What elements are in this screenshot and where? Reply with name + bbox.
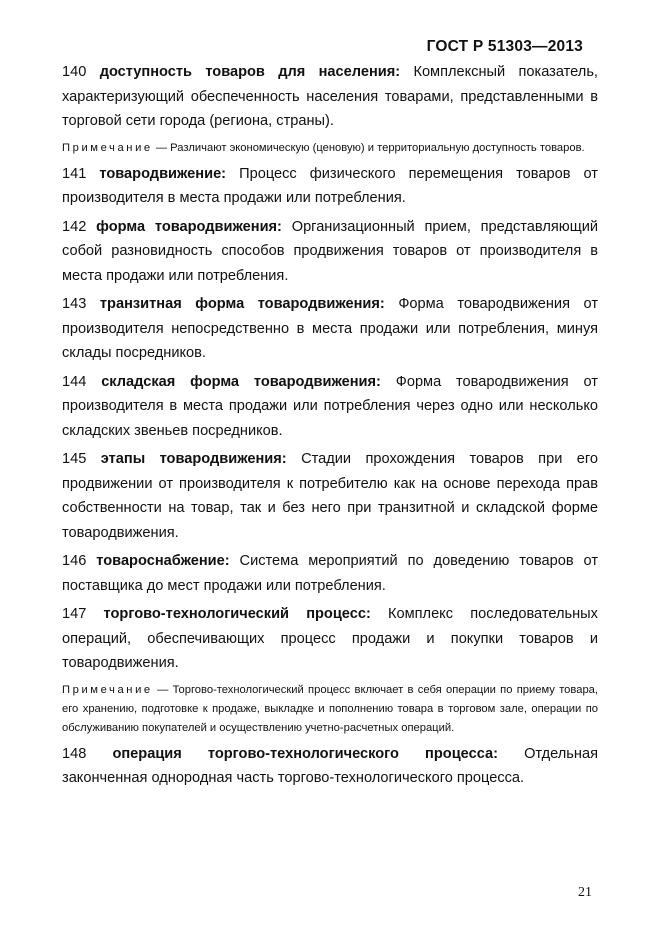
entry-definition: Комплекс последовательных операций, обеспечивающих процесс продажи и покупки товаров и товародвижения. bbox=[62, 606, 598, 671]
term-entry-142 bbox=[62, 215, 598, 289]
standard-header: ГОСТ Р 51303—2013 bbox=[426, 38, 583, 55]
entry-definition: Стадии прохождения товаров при его продвижении от производителя к потребителю как на основе перехода прав собственности на товар, так и без него при транзитной и складской форме товародвижения. bbox=[62, 451, 598, 541]
document-body bbox=[62, 60, 598, 791]
term-entry-145 bbox=[62, 447, 598, 545]
entry-number: 146 bbox=[62, 553, 87, 569]
term-entry-147 bbox=[62, 602, 598, 676]
entry-number: 144 bbox=[62, 373, 87, 390]
term-entry-146 bbox=[62, 549, 598, 598]
entry-term: операция торгово-технологического процесса: bbox=[112, 745, 498, 762]
note-label: Примечание bbox=[62, 141, 153, 154]
entry-number: 147 bbox=[62, 606, 87, 622]
entry-definition: Организационный прием, представляющий собой разновидность способов продвижения товаров от производителя в места продажи или потребления. bbox=[62, 218, 599, 284]
term-entry-144 bbox=[62, 370, 598, 444]
entry-number: 145 bbox=[62, 451, 87, 467]
entry-definition: Отдельная законченная однородная часть торгово-технологического процесса. bbox=[62, 745, 598, 786]
entry-number: 142 bbox=[62, 218, 87, 235]
term-entry-141 bbox=[62, 162, 598, 211]
entry-term: этапы товародвижения: bbox=[100, 451, 287, 467]
note-text: — Торгово-технологический процесс включает в себя операции по приему товара, его хранению, подготовке к продаже, выкладке и пополнению товара в торговом зале, операции по обслуживанию покупателей и осуществлению учетно-расчетных операций. bbox=[62, 683, 598, 734]
entry-number: 148 bbox=[62, 745, 87, 762]
entry-definition: Форма товародвижения от производителя непосредственно в места продажи или потребления, минуя склады посредников. bbox=[62, 296, 599, 361]
entry-term: товародвижение: bbox=[99, 165, 227, 182]
note-text: — Различают экономическую (ценовую) и территориальную доступность товаров. bbox=[155, 141, 585, 154]
entry-term: складская форма товародвижения: bbox=[101, 373, 381, 390]
term-entry-148 bbox=[62, 742, 598, 791]
note-label: Примечание bbox=[62, 683, 153, 696]
note-147 bbox=[62, 681, 598, 738]
note-140 bbox=[62, 139, 598, 158]
entry-term: товароснабжение: bbox=[96, 553, 230, 569]
entry-definition: Процесс физического перемещения товаров от производителя в места продажи или потребления. bbox=[62, 165, 598, 206]
entry-definition: Комплексный показатель, характеризующий обеспеченность населения товарами, представленными в торговой сети города (региона, страны). bbox=[62, 64, 598, 129]
entry-term: торгово-технологический процесс: bbox=[103, 606, 371, 622]
page-number: 21 bbox=[578, 885, 592, 900]
term-entry-143 bbox=[62, 292, 598, 366]
entry-number: 140 bbox=[62, 64, 87, 80]
entry-number: 143 bbox=[62, 296, 87, 312]
term-entry-140 bbox=[62, 60, 598, 134]
entry-term: транзитная форма товародвижения: bbox=[99, 296, 385, 312]
entry-number: 141 bbox=[62, 165, 87, 182]
entry-term: доступность товаров для населения: bbox=[99, 64, 401, 80]
entry-term: форма товародвижения: bbox=[96, 218, 282, 235]
entry-definition: Форма товародвижения от производителя в места продажи или потребления через одно или несколько складских звеньев посредников. bbox=[62, 373, 598, 439]
entry-definition: Система мероприятий по доведению товаров от поставщика до мест продажи или потребления. bbox=[62, 553, 599, 594]
